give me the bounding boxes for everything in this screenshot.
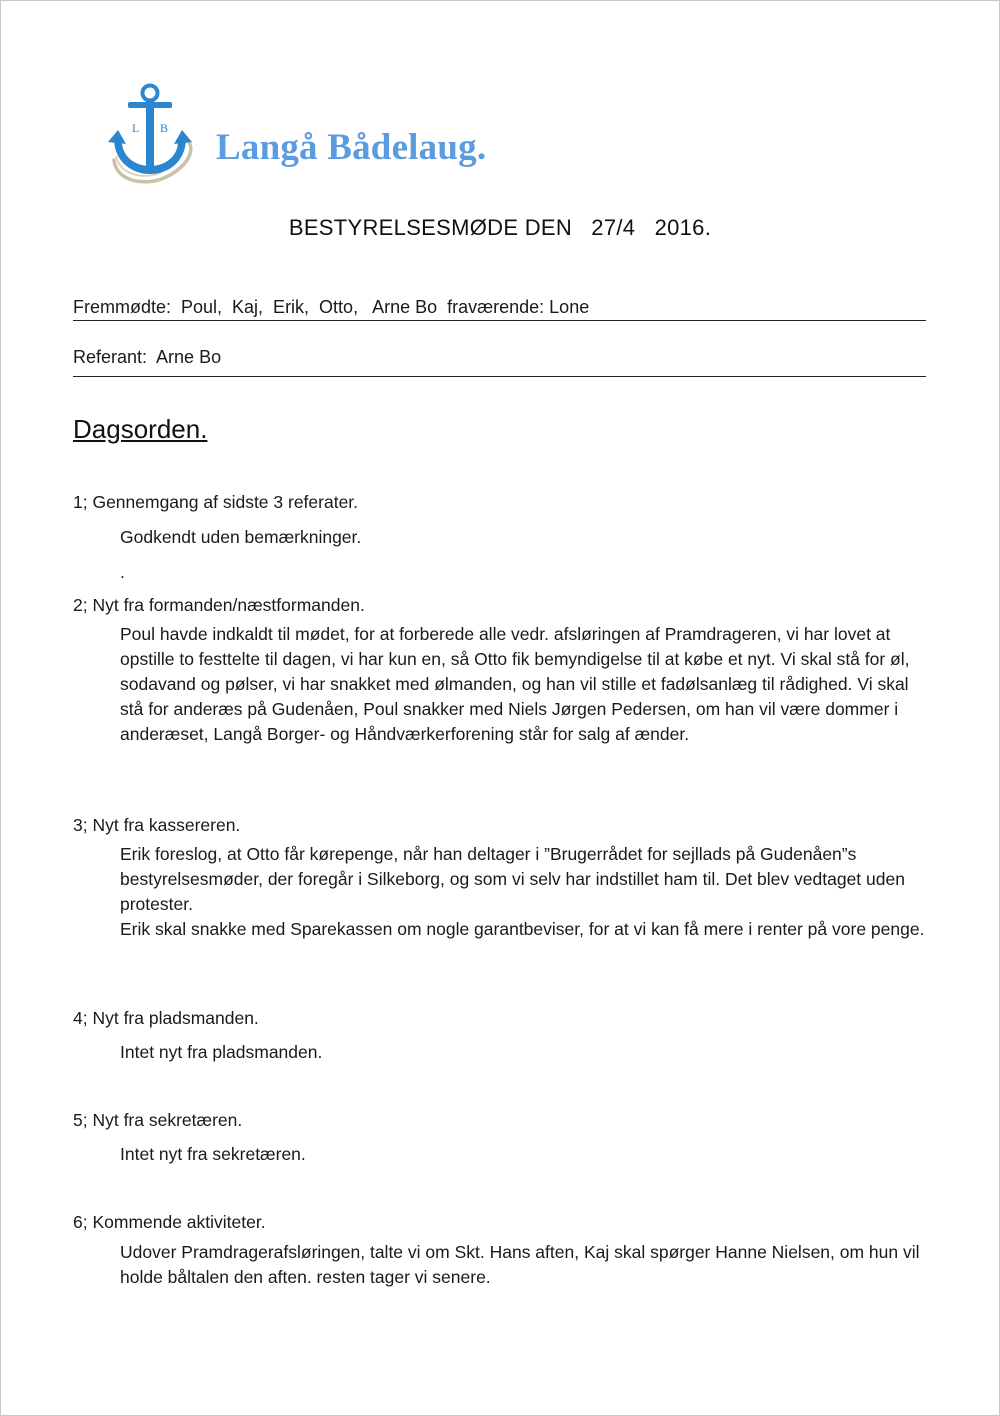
agenda-item-body — [120, 622, 930, 747]
agenda-item-heading: 1; Gennemgang af sidste 3 referater. — [73, 492, 359, 512]
agenda-item-text: Erik foreslog, at Otto får kørepenge, når han deltager i ”Brugerrådet for sejllads på Gudenåen”s bestyrelsesmøder, der foregår i Silkeborg, og som vi selv har indstillet ham til. Det blev vedtaget uden protester. — [120, 844, 905, 914]
agenda-item-heading: 2; Nyt fra formanden/næstformanden. — [73, 595, 365, 615]
logo-letter-l: L — [132, 121, 140, 135]
agenda-item-heading: 6; Kommende aktiviteter. — [73, 1212, 266, 1232]
attendees-line: Fremmødte: Poul, Kaj, Erik, Otto, Arne Bo fraværende: Lone — [73, 297, 590, 317]
agenda-item-body — [120, 1142, 930, 1167]
agenda-item-body — [120, 1240, 930, 1290]
logo-letter-b: B — [160, 121, 169, 135]
agenda-item-text: Erik skal snakke med Sparekassen om nogle garantbeviser, for at vi kan få mere i renter på vore penge. — [120, 919, 925, 939]
agenda-item-text: Poul havde indkaldt til mødet, for at forberede alle vedr. afsløringen af Pramdrageren, vi har lovet at opstille to festtelte til dagen, vi har kun en, så Otto fik bemyndigelse til at købe et nyt. Vi skal stå for øl, sodavand og pølser, vi har snakket med ølmanden, og han vil stille et fadølsanlæg til rådighed. Vi skal stå for anderæs på Gudenåen, Poul snakker med Niels Jørgen Pedersen, om han vil være dommer i anderæset, Langå Borger- og Håndværkerforening står for salg af ænder. — [120, 624, 910, 744]
agenda-heading: Dagsorden. — [73, 414, 208, 444]
divider — [73, 320, 926, 321]
divider — [73, 376, 926, 377]
meeting-title: BESTYRELSESMØDE DEN 27/4 2016. — [288, 215, 712, 240]
agenda-item-text: Godkendt uden bemærkninger. — [120, 527, 362, 547]
agenda-item-heading: 4; Nyt fra pladsmanden. — [73, 1008, 259, 1028]
agenda-item-text: Intet nyt fra sekretæren. — [120, 1144, 306, 1164]
anchor-logo-icon — [106, 82, 198, 186]
agenda-item-heading: 5; Nyt fra sekretæren. — [73, 1110, 243, 1130]
agenda-item-heading: 3; Nyt fra kassereren. — [73, 815, 241, 835]
agenda-item-text: . — [120, 562, 125, 582]
agenda-item-body — [120, 525, 930, 550]
agenda-item-body — [120, 560, 930, 585]
agenda-item-text: Udover Pramdragerafsløringen, talte vi om Skt. Hans aften, Kaj skal spørger Hanne Nielsen, om hun vil holde båltalen den aften. resten tager vi senere. — [120, 1242, 920, 1287]
brand-name: Langå Bådelaug. — [216, 127, 487, 168]
agenda-item-body — [120, 1040, 930, 1065]
agenda-item-text: Intet nyt fra pladsmanden. — [120, 1042, 323, 1062]
referent-line: Referant: Arne Bo — [73, 347, 222, 367]
agenda-item-body — [120, 842, 930, 942]
